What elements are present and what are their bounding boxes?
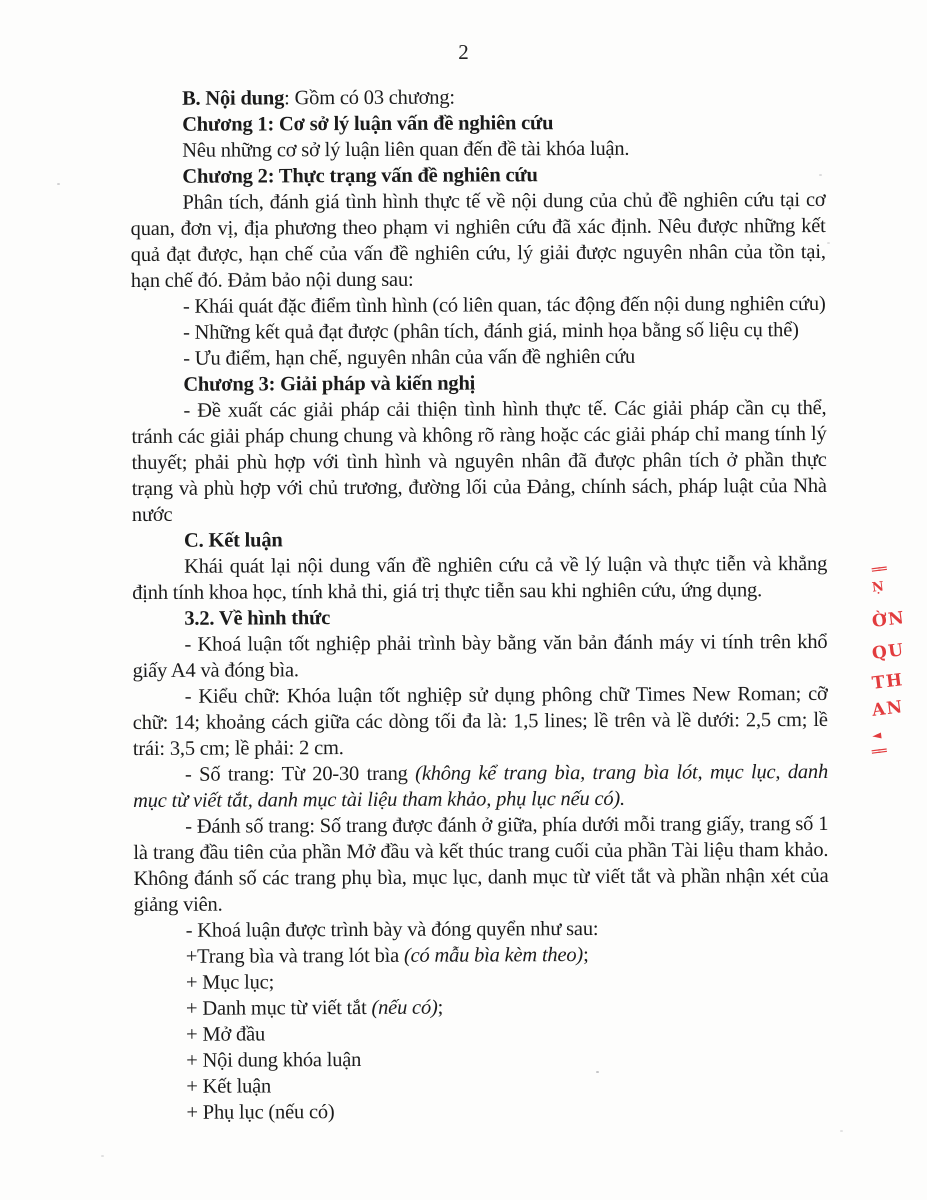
binding-item-text: + Mục lục; bbox=[185, 971, 275, 994]
binding-item-text: + Danh mục từ viết tắt bbox=[185, 996, 372, 1020]
paragraph-presentation-rule: - Khoá luận tốt nghiệp phải trình bày bằng văn bản đánh máy vi tính trên khổ giấy A4 và đóng bìa. bbox=[132, 630, 828, 682]
heading-conclusion: C. Kết luận bbox=[183, 529, 283, 552]
binding-item-punct: ; bbox=[437, 996, 444, 1019]
scan-speckles bbox=[57, 183, 60, 185]
list-item-appendix bbox=[134, 1097, 829, 1126]
paragraph-pages-rule bbox=[133, 759, 828, 814]
red-handwritten-margin-note bbox=[872, 562, 927, 762]
margin-note-fragment: ══ bbox=[871, 561, 886, 579]
list-item-table-of-contents bbox=[134, 967, 829, 996]
red-arrow-mark-icon: ◄ bbox=[871, 727, 884, 743]
binding-item-italic: (nếu có) bbox=[371, 996, 438, 1019]
pages-rule-italic-note: (không kể trang bìa, trang bìa lót, mục lục, danh mục từ viết tắt, danh mục tài liệu tham khảo, phụ lục nếu có). bbox=[133, 760, 829, 812]
list-item-conclusion bbox=[134, 1071, 829, 1100]
margin-note-fragment: QU bbox=[870, 640, 906, 664]
binding-item-text: + Mở đầu bbox=[186, 1023, 266, 1046]
document-body bbox=[130, 83, 830, 1126]
heading-format-section: 3.2. Về hình thức bbox=[184, 607, 331, 630]
heading-chapter-2: Chương 2: Thực trạng vấn đề nghiên cứu bbox=[182, 164, 538, 188]
binding-item-text: + Nội dung khóa luận bbox=[186, 1049, 362, 1072]
binding-item-text: +Trang bìa và trang lót bìa bbox=[185, 944, 404, 968]
paragraph-font-rule: - Kiểu chữ: Khóa luận tốt nghiệp sử dụng phông chữ Times New Roman; cỡ chữ: 14; khoảng cách giữa các dòng tối đa là: 1,5 lines; lề trên và lề dưới: 2,5 cm; lề trái: 3,5 cm; lề phải: 2 cm. bbox=[132, 682, 828, 760]
list-item-abbreviations bbox=[134, 993, 829, 1022]
paragraph-chapter-3-body: - Đề xuất các giải pháp cải thiện tình hình thực tế. Các giải pháp cần cụ thể, tránh các giải pháp chung chung và không rõ ràng hoặc các giải pháp chỉ mang tính lý thuyết; phải phù hợp với tình hình và nguyên nhân đã được phân tích ở phần thực trạng và phù hợp với chủ trương, đường lối của Đảng, chính sách, pháp luật của Nhà nước bbox=[131, 396, 827, 526]
paragraph-chapter-1-body: Nêu những cơ sở lý luận liên quan đến đề tài khóa luận. bbox=[182, 137, 630, 162]
page-number: 2 bbox=[458, 40, 469, 64]
margin-note-fragment: AN bbox=[870, 697, 905, 721]
section-b-text: : Gồm có 03 chương: bbox=[284, 86, 455, 110]
binding-item-text: + Kết luận bbox=[186, 1075, 272, 1098]
paragraph-conclusion-body: Khái quát lại nội dung vấn đề nghiên cứu cả về lý luận và thực tiễn và khẳng định tính khoa học, tính khả thi, giá trị thực tiễn sau khi nghiên cứu, ứng dụng. bbox=[132, 552, 828, 604]
heading-chapter-1: Chương 1: Cơ sở lý luận vấn đề nghiên cứu bbox=[182, 112, 554, 136]
paragraph-chapter-2-body: Phân tích, đánh giá tình hình thực tế về nội dung của chủ đề nghiên cứu tại cơ quan, đơn vị, địa phương theo phạm vi nghiên cứu đã xác định. Nêu được những kết quả đạt được, hạn chế của vấn đề nghiên cứu, lý giải được nguyên nhân của tồn tại, hạn chế đó. Đảm bảo nội dung sau: bbox=[130, 188, 826, 292]
binding-item-punct: ; bbox=[582, 944, 589, 967]
paragraph-numbering-rule: - Đánh số trang: Số trang được đánh ở giữa, phía dưới mỗi trang giấy, trang số 1 là trang đầu tiên của phần Mở đầu và kết thúc trang cuối của phần Tài liệu tham khảo. Không đánh số các trang phụ bìa, mục lục, danh mục từ viết tắt và phần nhận xét của giảng viên. bbox=[133, 812, 829, 916]
section-b-label: B. Nội dung bbox=[182, 87, 285, 110]
margin-note-fragment: ỜN bbox=[870, 608, 907, 632]
binding-item-text: + Phụ lục (nếu có) bbox=[186, 1101, 335, 1124]
list-item-introduction bbox=[134, 1019, 829, 1048]
list-item-cover-page bbox=[134, 941, 829, 970]
margin-note-fragment: ══ bbox=[871, 743, 886, 761]
margin-note-fragment: Ṇ bbox=[871, 579, 887, 596]
binding-item-italic: (có mẫu bìa kèm theo) bbox=[403, 944, 584, 967]
heading-chapter-3: Chương 3: Giải pháp và kiến nghị bbox=[183, 372, 476, 396]
list-item-ket-qua: - Những kết quả đạt được (phân tích, đánh giá, minh họa bằng số liệu cụ thể) bbox=[183, 319, 799, 344]
pages-rule-text: - Số trang: Từ 20-30 trang bbox=[184, 762, 416, 786]
paragraph-section-b bbox=[130, 83, 825, 112]
list-item-khai-quat: - Khái quát đặc điểm tình hình (có liên quan, tác động đến nội dung nghiên cứu) bbox=[182, 292, 826, 318]
paragraph-binding-intro: - Khoá luận được trình bày và đóng quyển như sau: bbox=[185, 917, 599, 942]
list-item-thesis-content bbox=[134, 1045, 829, 1074]
list-item-uu-diem: - Ưu điểm, hạn chế, nguyên nhân của vấn đề nghiên cứu bbox=[183, 345, 636, 370]
margin-note-fragment: TH bbox=[870, 670, 905, 694]
